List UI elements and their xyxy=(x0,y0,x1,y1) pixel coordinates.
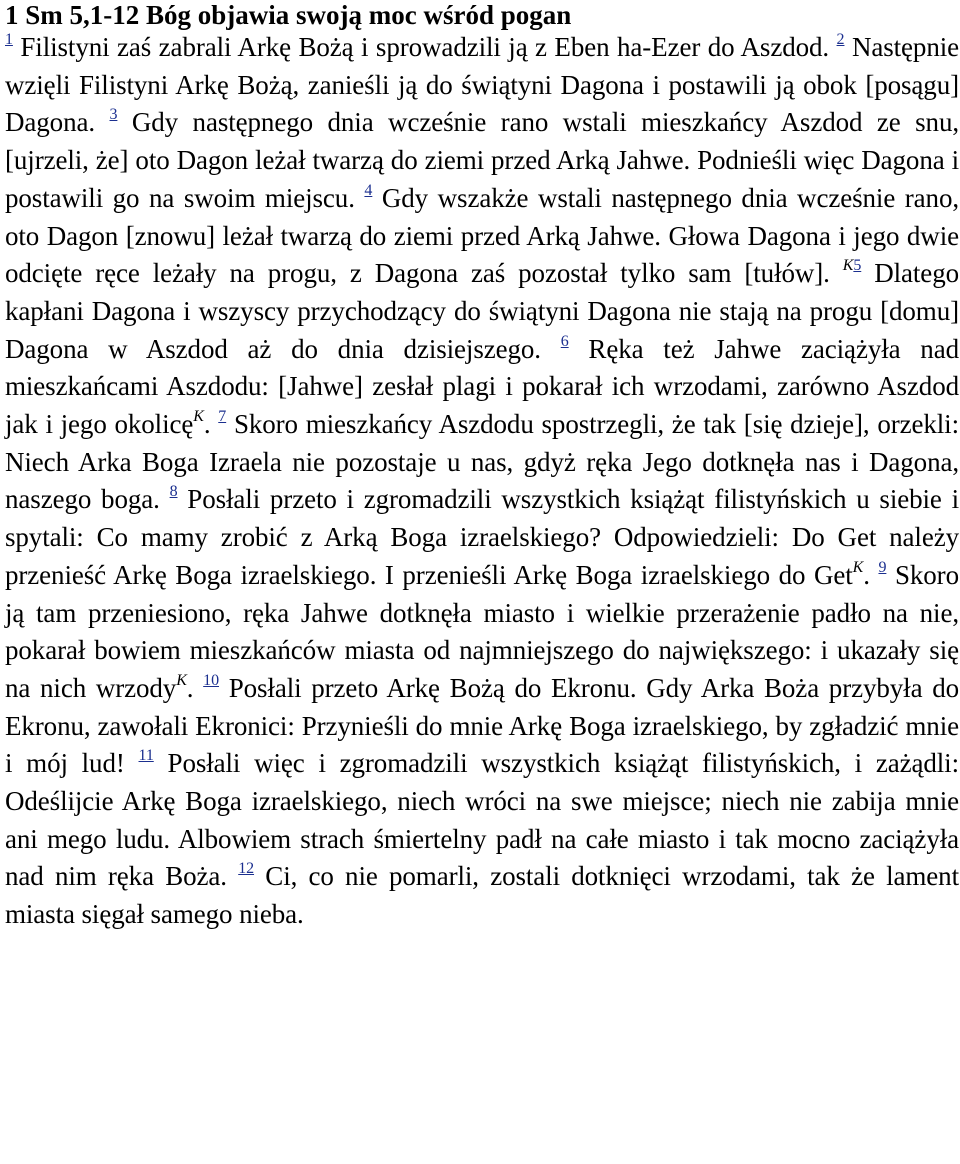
verse-number-link[interactable]: 4 xyxy=(364,181,373,199)
verse-text: Posłali więc i zgromadzili wszystkich książąt filistyńskich, i zażądli: Odeślijcie Arkę Boga izraelskiego, niech wróci na swe miejsce; niech nie zabija mnie ani mego ludu. Albowiem strach śmiertelny padł na całe miasto i tak mocno zaciążyła nad nim ręka Boża. xyxy=(5,748,959,892)
verse-text: Skoro ją tam przeniesiono, ręka Jahwe dotknęła miasto i wielkie przerażenie padło na nie, pokarał bowiem mieszkańców miasta od najmniejszego do największego: i ukazały się na nich wrzody xyxy=(5,559,959,703)
verse-text-tail: . xyxy=(203,409,219,440)
verse-text-tail: . xyxy=(186,672,204,703)
verse-text: Gdy następnego dnia wcześnie rano wstali mieszkańcy Aszdod ze snu, [ujrzeli, że] oto Dagon leżał twarzą do ziemi przed Arką Jahwe. Podnieśli więc Dagona i postawili go na swoim miejscu. xyxy=(5,107,960,213)
verse-text: Posłali przeto Arkę Bożą do Ekronu. Gdy Arka Boża przybyła do Ekronu, zawołali Ekronici: Przynieśli do mnie Arkę Boga izraelskiego, by zgładzić mnie i mój lud! xyxy=(5,672,959,779)
verse-text: Skoro mieszkańcy Aszdodu spostrzegli, że tak [się dzieje], orzekli: Niech Arka Boga Izraela nie pozostaje u nas, gdyż ręka Jego dotknęła nas i Dagona, naszego boga. xyxy=(5,409,959,515)
verse-number-link[interactable]: 7 xyxy=(218,408,227,426)
verse-number-link[interactable]: 3 xyxy=(109,106,118,124)
verse-number-link[interactable]: 8 xyxy=(169,483,178,501)
verse-text: Posłali przeto i zgromadzili wszystkich książąt filistyńskich u siebie i spytali: Co mamy zrobić z Arką Boga izraelskiego? Odpowiedzieli: Do Get należy przenieść Arkę Boga izraelskiego. I przenieśli Arkę Boga izraelskiego do Get xyxy=(5,484,960,590)
document-page xyxy=(5,0,959,934)
verse-number-link[interactable]: 1 xyxy=(5,31,13,48)
verse-text-tail: . xyxy=(863,559,879,590)
footnote-marker[interactable]: K xyxy=(193,408,204,426)
verse-number-link[interactable]: 2 xyxy=(836,31,845,48)
verse-number-link[interactable]: 12 xyxy=(238,860,255,878)
passage-body xyxy=(5,29,959,934)
verse-text: Gdy wszakże wstali następnego dnia wcześnie rano, oto Dagon [znowu] leżał twarzą do ziemi przed Arką Jahwe. Głowa Dagona i jego dwie odcięte ręce leżały na progu, z Dagona zaś pozostał tylko sam [tułów]. xyxy=(5,182,959,289)
footnote-marker[interactable]: K xyxy=(852,558,864,576)
verse-text: Filistyni zaś zabrali Arkę Bożą i sprowadzili ją z Eben ha-Ezer do Aszdod. xyxy=(12,32,837,62)
verse-number-link[interactable]: 5 xyxy=(853,257,862,275)
verse-text: Dlatego kapłani Dagona i wszyscy przychodzący do świątyni Dagona nie stają na progu [domu] Dagona w Aszdod aż do dnia dzisiejszego. xyxy=(5,258,959,364)
verse-text: Ci, co nie pomarli, zostali dotknięci wrzodami, tak że lament miasta sięgał samego nieba. xyxy=(5,861,959,930)
verse-number-link[interactable]: 10 xyxy=(203,671,219,689)
verse-number-link[interactable]: 9 xyxy=(878,558,887,576)
footnote-marker[interactable]: K xyxy=(842,257,854,275)
footnote-marker[interactable]: K xyxy=(176,671,187,689)
verse-number-link[interactable]: 11 xyxy=(138,747,154,765)
verse-number-link[interactable]: 6 xyxy=(560,332,569,350)
passage-heading: 1 Sm 5,1-12 Bóg objawia swoją moc wśród pogan xyxy=(5,0,572,30)
verse-text: Następnie wzięli Filistyni Arkę Bożą, zanieśli ją do świątyni Dagona i postawili ją obok [posągu] Dagona. xyxy=(5,32,960,138)
verse-text: Ręka też Jahwe zaciążyła nad mieszkańcami Aszdodu: [Jahwe] zesłał plagi i pokarał ich wrzodami, zarówno Aszdod jak i jego okolicę xyxy=(5,333,959,440)
